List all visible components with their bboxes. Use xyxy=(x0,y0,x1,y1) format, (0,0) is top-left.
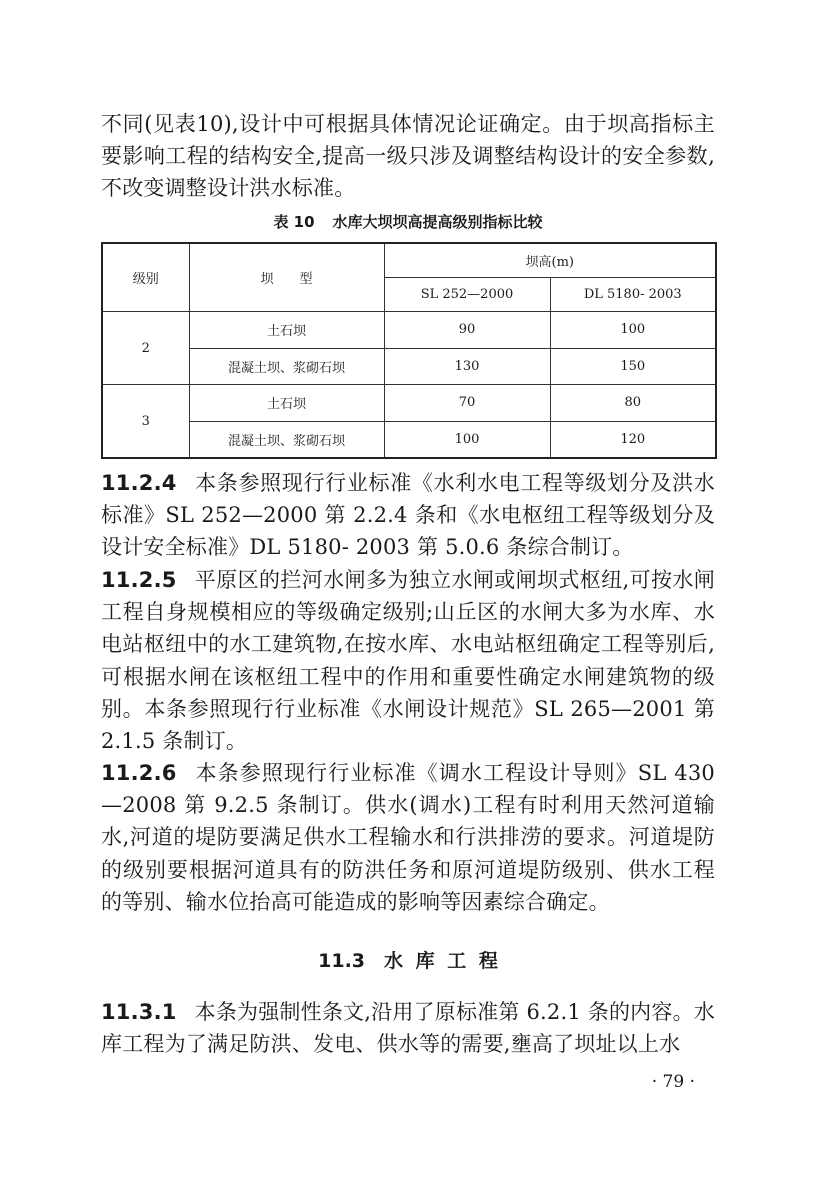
sl-height-cell: 100 xyxy=(384,421,550,458)
grade-cell: 3 xyxy=(102,385,189,459)
table-row xyxy=(102,312,716,349)
dl-height-cell: 100 xyxy=(550,312,716,349)
dam-type-cell: 土石坝 xyxy=(189,312,384,349)
header-sl-standard: SL 252—2000 xyxy=(384,278,550,312)
dam-height-table xyxy=(101,242,717,459)
dl-height-cell: 120 xyxy=(550,421,716,458)
sl-height-cell: 130 xyxy=(384,348,550,385)
dam-type-cell: 混凝土坝、浆砌石坝 xyxy=(189,348,384,385)
header-dam-height: 坝高(m) xyxy=(384,243,716,278)
table-caption-title: 水库大坝坝高提高级别指标比较 xyxy=(332,213,543,231)
page-number: · 79 · xyxy=(651,1072,695,1092)
clause-text: 本条参照现行行业标准《调水工程设计导则》SL 430—2008 第 9.2.5 条制订。供水(调水)工程有时利用天然河道输水,河道的堤防要满足供水工程输水和行洪排涝的要求。河道堤防的级别要根据河道具有的防洪任务和原河道堤防级别、供水工程的等别、输水位抬高可能造成的影响等因素综合确定。 xyxy=(101,761,715,914)
clause-text: 本条为强制性条文,沿用了原标准第 6.2.1 条的内容。水库工程为了满足防洪、发电、供水等的需要,壅高了坝址以上水 xyxy=(101,1000,715,1057)
sl-height-cell: 90 xyxy=(384,312,550,349)
sl-height-cell: 70 xyxy=(384,385,550,422)
intro-paragraph: 不同(见表10),设计中可根据具体情况论证确定。由于坝高指标主要影响工程的结构安全,提高一级只涉及调整结构设计的安全参数,不改变调整设计洪水标准。 xyxy=(101,112,715,201)
clause-11-3-1 xyxy=(101,996,715,1060)
clause-text: 本条参照现行行业标准《水利水电工程等级划分及洪水标准》SL 252—2000 第 2.2.4 条和《水电枢纽工程等级划分及设计安全标准》DL 5180- 2003 第 5.0.6 条综合制订。 xyxy=(101,471,715,560)
clause-text: 平原区的拦河水闸多为独立水闸或闸坝式枢纽,可按水闸工程自身规模相应的等级确定级别;山丘区的水闸大多为水库、水电站枢纽中的水工建筑物,在按水库、水电站枢纽确定工程等别后,可根据水闸在该枢纽工程中的作用和重要性确定水闸建筑物的级别。本条参照现行行业标准《水闸设计规范》SL 265—2001 第 2.1.5 条制订。 xyxy=(101,568,715,754)
table-row xyxy=(102,421,716,458)
dl-height-cell: 80 xyxy=(550,385,716,422)
clause-number: 11.2.4 xyxy=(101,471,177,495)
header-dam-type: 坝 型 xyxy=(189,243,384,312)
clause-number: 11.2.6 xyxy=(101,761,177,785)
clause-11-2-4 xyxy=(101,467,715,564)
table-row xyxy=(102,348,716,385)
dam-type-cell: 土石坝 xyxy=(189,385,384,422)
clause-number: 11.3.1 xyxy=(101,1000,177,1024)
table-row xyxy=(102,385,716,422)
table-caption xyxy=(101,211,715,232)
clause-11-2-6 xyxy=(101,757,715,918)
header-grade: 级别 xyxy=(102,243,189,312)
dl-height-cell: 150 xyxy=(550,348,716,385)
table-caption-id: 表 10 xyxy=(273,213,315,231)
header-dl-standard: DL 5180- 2003 xyxy=(550,278,716,312)
dam-type-cell: 混凝土坝、浆砌石坝 xyxy=(189,421,384,458)
clause-11-2-5 xyxy=(101,564,715,757)
grade-cell: 2 xyxy=(102,312,189,385)
section-heading: 11.3 水 库 工 程 xyxy=(318,950,498,972)
clause-number: 11.2.5 xyxy=(101,568,177,592)
